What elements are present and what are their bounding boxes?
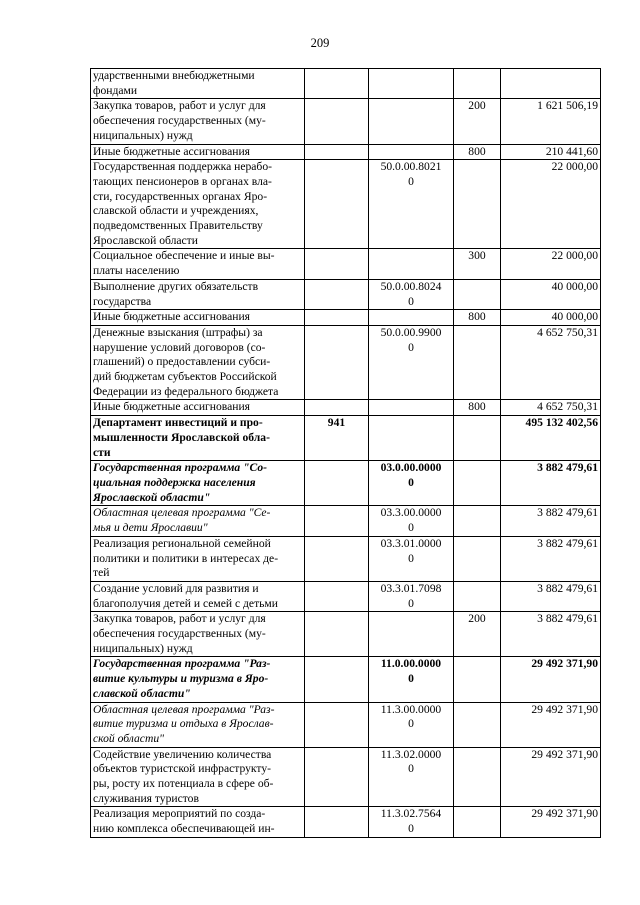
row-department-code-cell — [305, 747, 369, 807]
row-name-cell: Областная целевая программа "Раз- витие туризма и отдыха в Ярослав- ской области" — [91, 702, 305, 747]
table-row — [91, 400, 601, 416]
row-name-cell: Государственная поддержка нерабо- тающих пенсионеров в органах вла- сти, государственных органах Яро- славской области и учреждениях, подведомственных Правительству Ярославской области — [91, 160, 305, 249]
table-row — [91, 702, 601, 747]
row-department-code-cell — [305, 310, 369, 326]
row-amount-cell: 3 882 479,61 — [501, 461, 601, 506]
row-amount-cell: 22 000,00 — [501, 160, 601, 249]
row-expense-type-cell: 800 — [454, 400, 501, 416]
row-amount-cell: 29 492 371,90 — [501, 702, 601, 747]
row-department-code-cell — [305, 702, 369, 747]
row-name-cell: Областная целевая программа "Се- мья и дети Ярославии" — [91, 506, 305, 536]
row-target-article-cell — [369, 612, 454, 657]
row-expense-type-cell — [454, 807, 501, 837]
row-expense-type-cell: 800 — [454, 310, 501, 326]
table-row — [91, 416, 601, 461]
row-amount-cell: 3 882 479,61 — [501, 506, 601, 536]
row-department-code-cell — [305, 144, 369, 160]
row-department-code-cell — [305, 69, 369, 99]
row-name-cell: Иные бюджетные ассигнования — [91, 310, 305, 326]
row-amount-cell: 3 882 479,61 — [501, 536, 601, 581]
row-expense-type-cell — [454, 657, 501, 702]
row-expense-type-cell: 800 — [454, 144, 501, 160]
row-name-cell: Закупка товаров, работ и услуг для обеспечения государственных (му- ниципальных) нужд — [91, 99, 305, 144]
row-expense-type-cell — [454, 279, 501, 309]
row-department-code-cell — [305, 325, 369, 400]
row-name-cell: Выполнение других обязательств государства — [91, 279, 305, 309]
row-name-cell: ударственными внебюджетными фондами — [91, 69, 305, 99]
table-row — [91, 612, 601, 657]
row-name-cell: Социальное обеспечение и иные вы- платы населению — [91, 249, 305, 279]
row-name-cell: Департамент инвестиций и про- мышленности Ярославской обла- сти — [91, 416, 305, 461]
row-name-cell: Денежные взыскания (штрафы) за нарушение условий договоров (со- глашений) о предоставлении субси- дий бюджетам субъектов Российской Федерации из федерального бюджета — [91, 325, 305, 400]
row-name-cell: Создание условий для развития и благополучия детей и семей с детьми — [91, 581, 305, 611]
row-target-article-cell: 11.3.02.7564 0 — [369, 807, 454, 837]
table-row — [91, 249, 601, 279]
row-expense-type-cell — [454, 702, 501, 747]
table-row — [91, 160, 601, 249]
table-row — [91, 657, 601, 702]
row-amount-cell: 22 000,00 — [501, 249, 601, 279]
row-name-cell: Закупка товаров, работ и услуг для обеспечения государственных (му- ниципальных) нужд — [91, 612, 305, 657]
row-department-code-cell — [305, 807, 369, 837]
row-expense-type-cell — [454, 69, 501, 99]
row-amount-cell: 29 492 371,90 — [501, 807, 601, 837]
table-row — [91, 536, 601, 581]
row-target-article-cell — [369, 416, 454, 461]
row-expense-type-cell: 200 — [454, 612, 501, 657]
row-amount-cell: 40 000,00 — [501, 279, 601, 309]
row-target-article-cell: 50.0.00.9900 0 — [369, 325, 454, 400]
row-amount-cell — [501, 69, 601, 99]
row-target-article-cell: 11.0.00.0000 0 — [369, 657, 454, 702]
table-row — [91, 506, 601, 536]
row-target-article-cell — [369, 99, 454, 144]
row-name-cell: Иные бюджетные ассигнования — [91, 144, 305, 160]
table-row — [91, 310, 601, 326]
row-department-code-cell — [305, 581, 369, 611]
row-department-code-cell — [305, 536, 369, 581]
row-target-article-cell: 03.3.01.7098 0 — [369, 581, 454, 611]
row-name-cell: Реализация мероприятий по созда- нию комплекса обеспечивающей ин- — [91, 807, 305, 837]
row-target-article-cell — [369, 69, 454, 99]
row-expense-type-cell — [454, 536, 501, 581]
row-department-code-cell — [305, 279, 369, 309]
row-expense-type-cell — [454, 461, 501, 506]
row-department-code-cell — [305, 99, 369, 144]
row-amount-cell: 3 882 479,61 — [501, 581, 601, 611]
row-target-article-cell: 11.3.00.0000 0 — [369, 702, 454, 747]
row-target-article-cell: 11.3.02.0000 0 — [369, 747, 454, 807]
row-name-cell: Содействие увеличению количества объектов туристской инфраструкту- ры, росту их потенциала в сфере об- служивания туристов — [91, 747, 305, 807]
table-row — [91, 325, 601, 400]
table-row — [91, 99, 601, 144]
row-target-article-cell: 50.0.00.8024 0 — [369, 279, 454, 309]
row-amount-cell: 210 441,60 — [501, 144, 601, 160]
row-target-article-cell: 50.0.00.8021 0 — [369, 160, 454, 249]
budget-table-body — [91, 69, 601, 838]
page-number: 209 — [310, 36, 330, 50]
row-department-code-cell: 941 — [305, 416, 369, 461]
row-amount-cell: 1 621 506,19 — [501, 99, 601, 144]
row-target-article-cell: 03.0.00.0000 0 — [369, 461, 454, 506]
row-target-article-cell — [369, 144, 454, 160]
table-row — [91, 581, 601, 611]
row-expense-type-cell — [454, 747, 501, 807]
row-department-code-cell — [305, 506, 369, 536]
row-expense-type-cell — [454, 160, 501, 249]
row-amount-cell: 29 492 371,90 — [501, 747, 601, 807]
table-row — [91, 747, 601, 807]
row-amount-cell: 29 492 371,90 — [501, 657, 601, 702]
row-target-article-cell — [369, 249, 454, 279]
row-name-cell: Государственная программа "Со- циальная поддержка населения Ярославской области" — [91, 461, 305, 506]
row-department-code-cell — [305, 160, 369, 249]
table-row — [91, 461, 601, 506]
row-department-code-cell — [305, 400, 369, 416]
row-department-code-cell — [305, 657, 369, 702]
row-department-code-cell — [305, 249, 369, 279]
row-amount-cell: 4 652 750,31 — [501, 400, 601, 416]
row-expense-type-cell — [454, 325, 501, 400]
row-amount-cell: 4 652 750,31 — [501, 325, 601, 400]
table-row — [91, 279, 601, 309]
row-department-code-cell — [305, 461, 369, 506]
table-row — [91, 807, 601, 837]
table-row — [91, 144, 601, 160]
row-expense-type-cell — [454, 506, 501, 536]
row-amount-cell: 40 000,00 — [501, 310, 601, 326]
row-name-cell: Государственная программа "Раз- витие культуры и туризма в Яро- славской области" — [91, 657, 305, 702]
row-target-article-cell: 03.3.01.0000 0 — [369, 536, 454, 581]
row-target-article-cell — [369, 400, 454, 416]
row-expense-type-cell — [454, 416, 501, 461]
row-target-article-cell: 03.3.00.0000 0 — [369, 506, 454, 536]
row-expense-type-cell: 300 — [454, 249, 501, 279]
budget-table — [90, 68, 601, 838]
row-expense-type-cell: 200 — [454, 99, 501, 144]
row-name-cell: Реализация региональной семейной политики и политики в интересах де- тей — [91, 536, 305, 581]
row-expense-type-cell — [454, 581, 501, 611]
row-amount-cell: 495 132 402,56 — [501, 416, 601, 461]
table-row — [91, 69, 601, 99]
row-target-article-cell — [369, 310, 454, 326]
row-name-cell: Иные бюджетные ассигнования — [91, 400, 305, 416]
row-amount-cell: 3 882 479,61 — [501, 612, 601, 657]
row-department-code-cell — [305, 612, 369, 657]
